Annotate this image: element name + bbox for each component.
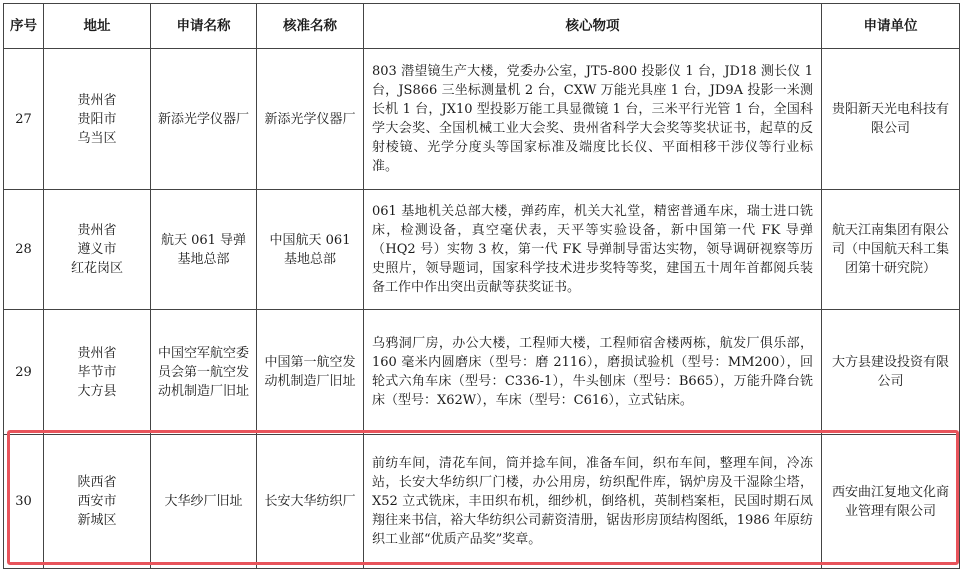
cell-apply-name: 大华纱厂旧址 — [151, 435, 257, 569]
header-seq: 序号 — [4, 4, 44, 49]
cell-applicant: 航天江南集团有限公司（中国航天科工集团第十研究院） — [822, 190, 960, 310]
table-row — [4, 435, 960, 569]
address-district: 红花岗区 — [70, 261, 123, 276]
address-province: 贵州省 — [77, 92, 117, 108]
cell-address — [44, 49, 151, 190]
header-core-items: 核心物项 — [364, 4, 822, 49]
header-approved-name: 核准名称 — [257, 4, 364, 49]
address-district: 乌当区 — [77, 130, 117, 146]
table-row — [4, 190, 960, 310]
cell-applicant: 贵阳新天光电科技有限公司 — [822, 49, 960, 190]
cell-apply-name: 新添光学仪器厂 — [151, 49, 257, 190]
cell-seq: 29 — [4, 310, 44, 435]
cell-approved-name: 中国第一航空发动机制造厂旧址 — [257, 310, 364, 435]
header-address: 地址 — [44, 4, 151, 49]
cell-applicant: 大方县建设投资有限公司 — [822, 310, 960, 435]
address-district: 大方县 — [77, 383, 117, 399]
address-city: 贵阳市 — [77, 111, 117, 127]
cell-apply-name: 航天 061 导弹基地总部 — [151, 190, 257, 310]
cell-core-items: 803 潜望镜生产大楼，党委办公室，JT5-800 投影仪 1 台，JD18 测长仪 1 台，JS866 三坐标测量机 2 台，CXW 万能光具座 1 台，JD9A 投影一米测长机 1 台，JX10 型投影万能工具显微镜 1 台，三米平行光管 1 台，全国科学大会奖、全国机械工业大会奖、贵州省科学大会奖等奖状证书，起草的反射棱镜、光学分度头等国家标准及端度比长仪、平面相移干涉仪等行业标准。 — [364, 49, 822, 190]
cell-core-items: 乌鸦洞厂房，办公大楼，工程师大楼，工程师宿舍楼两栋，航发厂俱乐部，160 毫米内圆磨床（型号：磨 2116），磨损试验机（型号：MM200），回轮式六角车床（型号：C336-1），牛头刨床（型号：B665），万能升降台铣床（型号：X62W），车床（型号：C616），立式钻床。 — [364, 310, 822, 435]
heritage-table — [3, 3, 960, 569]
address-province: 贵州省 — [77, 345, 117, 361]
cell-seq: 27 — [4, 49, 44, 190]
cell-core-items: 061 基地机关总部大楼，弹药库，机关大礼堂，精密普通车床，瑞士进口铣床，检测设备，真空毫伏表，天平等实验设备，新中国第一代 FK 导弹（HQ2 号）实物 3 枚，第一代 FK 导弹制导雷达实物，领导调研视察等历史照片，领导题词，国家科学技术进步奖特等奖，建国五十周年首都阅兵装备工作中作出突出贡献等获奖证书。 — [364, 190, 822, 310]
cell-approved-name: 新添光学仪器厂 — [257, 49, 364, 190]
table-row — [4, 310, 960, 435]
cell-address — [44, 190, 151, 310]
cell-address — [44, 310, 151, 435]
cell-apply-name: 中国空军航空委员会第一航空发动机制造厂旧址 — [151, 310, 257, 435]
address-city: 遵义市 — [77, 242, 117, 257]
cell-address — [44, 435, 151, 569]
cell-core-items: 前纺车间，清花车间，筒并捻车间，准备车间，织布车间，整理车间，冷冻站，长安大华纺织厂门楼，办公用房，纺织配件库，锅炉房及干湿除尘塔，X52 立式铣床，丰田织布机，细纱机，倒络机，英制档案柜，民国时期石凤翔往来书信，裕大华纺织公司薪资清册，锯齿形房顶结构图纸，1986 年原纺织工业部“优质产品奖”奖章。 — [364, 435, 822, 569]
address-province: 贵州省 — [77, 223, 117, 238]
header-applicant: 申请单位 — [822, 4, 960, 49]
address-province: 陕西省 — [77, 475, 117, 490]
table-row — [4, 49, 960, 190]
address-city: 毕节市 — [77, 364, 117, 380]
cell-approved-name: 长安大华纺织厂 — [257, 435, 364, 569]
header-row — [4, 4, 960, 49]
cell-applicant: 西安曲江复地文化商业管理有限公司 — [822, 435, 960, 569]
address-district: 新城区 — [77, 513, 117, 528]
cell-seq: 28 — [4, 190, 44, 310]
header-apply-name: 申请名称 — [151, 4, 257, 49]
cell-seq: 30 — [4, 435, 44, 569]
address-city: 西安市 — [77, 494, 117, 509]
cell-approved-name: 中国航天 061 基地总部 — [257, 190, 364, 310]
